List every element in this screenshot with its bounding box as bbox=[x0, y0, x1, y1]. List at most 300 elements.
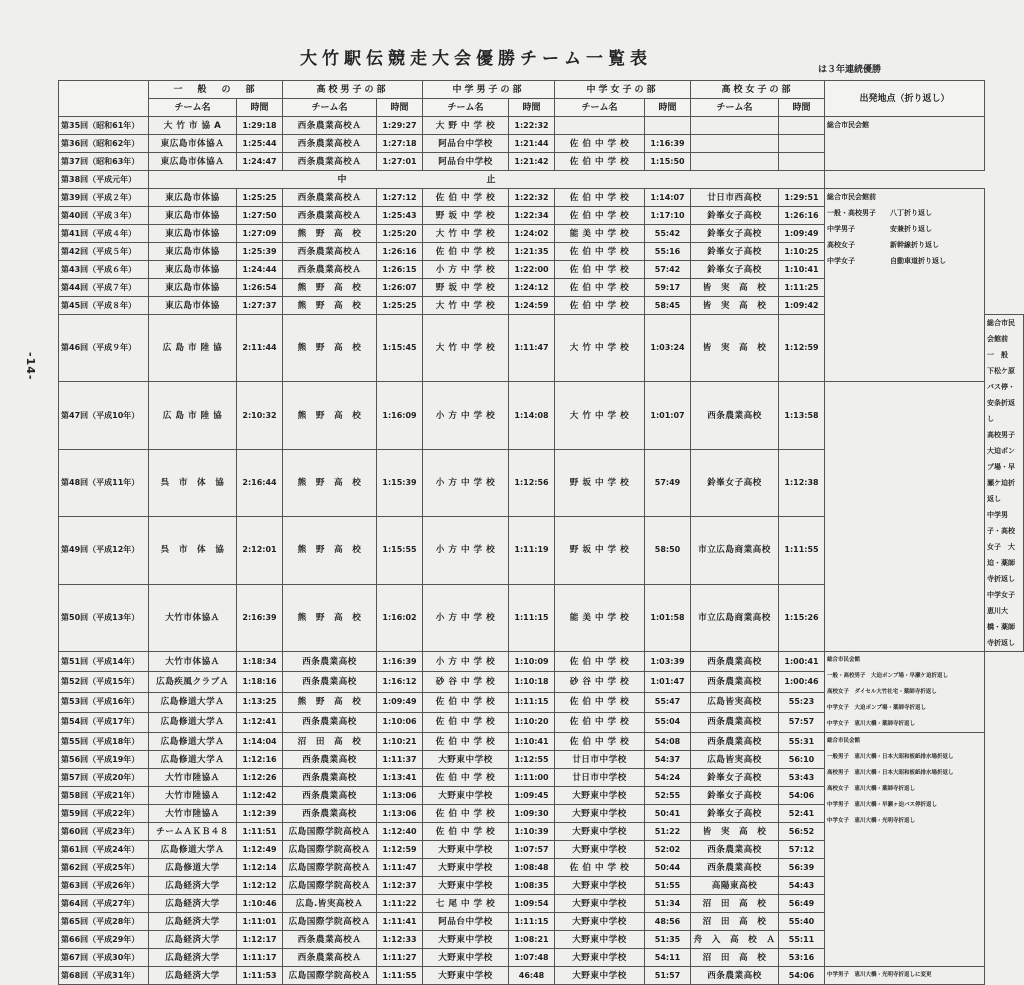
team-name-cell: 野 坂 中 学 校 bbox=[555, 517, 645, 584]
team-name-cell: 大野東中学校 bbox=[555, 841, 645, 859]
team-name-cell: 沼 田 高 校 bbox=[691, 895, 779, 913]
time-cell: 1:12:38 bbox=[779, 449, 825, 516]
suspended-cell bbox=[149, 171, 825, 189]
team-name-cell: 佐 伯 中 学 校 bbox=[555, 135, 645, 153]
time-cell: 1:26:16 bbox=[377, 243, 423, 261]
time-cell: 1:24:47 bbox=[237, 153, 283, 171]
team-name-cell: 鈴峯女子高校 bbox=[691, 449, 779, 516]
team-name-cell: 佐 伯 中 学 校 bbox=[555, 692, 645, 712]
time-cell: 1:22:32 bbox=[509, 189, 555, 207]
team-name-cell: 大野東中学校 bbox=[555, 805, 645, 823]
edition-cell: 第63回（平成26年） bbox=[59, 877, 149, 895]
team-name-cell: チームＡＫＢ４８ bbox=[149, 823, 237, 841]
team-name-cell: 西条農業高校Ａ bbox=[283, 931, 377, 949]
time-cell: 1:11:00 bbox=[509, 769, 555, 787]
team-name-cell: 大野東中学校 bbox=[555, 931, 645, 949]
team-name-cell: 佐 伯 中 学 校 bbox=[423, 189, 509, 207]
time-cell: 1:11:55 bbox=[779, 517, 825, 584]
table-row bbox=[59, 517, 1024, 584]
team-name-cell: 市立広島商業高校 bbox=[691, 584, 779, 651]
time-cell: 1:17:10 bbox=[645, 207, 691, 225]
team-name-cell: 大野東中学校 bbox=[555, 895, 645, 913]
team-name-cell: 佐 伯 中 学 校 bbox=[555, 261, 645, 279]
team-name-cell: 阿品台中学校 bbox=[423, 913, 509, 931]
team-name-cell bbox=[691, 135, 779, 153]
suspended-label: 中 bbox=[337, 174, 487, 185]
time-cell: 1:29:27 bbox=[377, 117, 423, 135]
header-start-point: 出発地点（折り返し） bbox=[825, 81, 985, 117]
team-name-cell: 大 竹 中 学 校 bbox=[555, 382, 645, 449]
team-name-cell: 西条農業高校 bbox=[691, 967, 779, 985]
start-point-note: 総合市民会館 一般・高校男子 大迫ポンプ場・早瀬ケ迫折返し 高校女子 ダイセル大竹社宅・薬師寺折返し 中学女子 大迫ポンプ場・薬師寺折返し 中学女子 恵川大橋・薬師寺折返し bbox=[825, 652, 985, 733]
edition-cell: 第43回（平成６年） bbox=[59, 261, 149, 279]
time-cell: 1:12:42 bbox=[237, 787, 283, 805]
team-name-cell: 佐 伯 中 学 校 bbox=[555, 652, 645, 672]
time-cell: 1:27:01 bbox=[377, 153, 423, 171]
team-name-cell: 砂 谷 中 学 校 bbox=[423, 672, 509, 692]
edition-cell: 第36回（昭和62年） bbox=[59, 135, 149, 153]
time-cell: 59:17 bbox=[645, 279, 691, 297]
team-name-cell: 佐 伯 中 学 校 bbox=[423, 823, 509, 841]
edition-cell: 第50回（平成13年） bbox=[59, 584, 149, 651]
time-cell: 54:43 bbox=[779, 877, 825, 895]
time-cell: 1:27:18 bbox=[377, 135, 423, 153]
time-cell: 1:03:24 bbox=[645, 315, 691, 382]
team-name-cell: 佐 伯 中 学 校 bbox=[423, 805, 509, 823]
time-cell: 1:09:45 bbox=[509, 787, 555, 805]
team-name-cell: 鈴峯女子高校 bbox=[691, 225, 779, 243]
team-name-cell: 広島国際学院高校Ａ bbox=[283, 823, 377, 841]
page-number: -14- bbox=[24, 352, 37, 381]
edition-cell: 第47回（平成10年） bbox=[59, 382, 149, 449]
team-name-cell: 東広島市体協 bbox=[149, 279, 237, 297]
time-cell: 1:18:16 bbox=[237, 672, 283, 692]
time-cell: 55:11 bbox=[779, 931, 825, 949]
time-cell: 50:41 bbox=[645, 805, 691, 823]
time-cell: 55:23 bbox=[779, 692, 825, 712]
start-point-note: 総合市民会館 一般男子 恵川大橋・日本大昭和板紙排水場折返し 高校男子 恵川大橋・日本大昭和板紙排水場折返し 高校女子 恵川大橋・薬師寺折返し 中学男子 恵川大橋・早瀬ヶ迫バス停折返し 中学女子 恵川大橋・光明寺折返し bbox=[825, 733, 985, 967]
table-row bbox=[59, 449, 1024, 516]
edition-cell: 第52回（平成15年） bbox=[59, 672, 149, 692]
time-cell: 1:12:26 bbox=[237, 769, 283, 787]
time-cell: 1:11:41 bbox=[377, 913, 423, 931]
header-team-name: チーム名 bbox=[555, 99, 645, 117]
team-name-cell: 小 方 中 学 校 bbox=[423, 261, 509, 279]
team-name-cell: 西条農業高校Ａ bbox=[283, 207, 377, 225]
time-cell: 1:12:59 bbox=[377, 841, 423, 859]
time-cell: 54:08 bbox=[645, 733, 691, 751]
time-cell: 1:16:12 bbox=[377, 672, 423, 692]
time-cell: 1:15:39 bbox=[377, 449, 423, 516]
time-cell: 1:12:40 bbox=[377, 823, 423, 841]
team-name-cell: 沼 田 高 校 bbox=[691, 913, 779, 931]
team-name-cell: 佐 伯 中 学 校 bbox=[423, 243, 509, 261]
team-name-cell: 広島経済大学 bbox=[149, 877, 237, 895]
edition-cell: 第64回（平成27年） bbox=[59, 895, 149, 913]
team-name-cell: 広島経済大学 bbox=[149, 913, 237, 931]
team-name-cell: 大野東中学校 bbox=[423, 967, 509, 985]
team-name-cell: 広島.皆実高校Ａ bbox=[283, 895, 377, 913]
time-cell: 1:21:44 bbox=[509, 135, 555, 153]
time-cell: 1:13:41 bbox=[377, 769, 423, 787]
time-cell: 1:24:02 bbox=[509, 225, 555, 243]
team-name-cell: 呉 市 体 協 bbox=[149, 517, 237, 584]
team-name-cell: 西条農業高校 bbox=[283, 712, 377, 732]
team-name-cell: 沼 田 高 校 bbox=[283, 733, 377, 751]
time-cell bbox=[779, 135, 825, 153]
edition-cell: 第54回（平成17年） bbox=[59, 712, 149, 732]
time-cell: 55:04 bbox=[645, 712, 691, 732]
team-name-cell: 東広島市体協 bbox=[149, 297, 237, 315]
header-time: 時間 bbox=[509, 99, 555, 117]
team-name-cell: 小 方 中 学 校 bbox=[423, 517, 509, 584]
team-name-cell: 沼 田 高 校 bbox=[691, 949, 779, 967]
team-name-cell: 佐 伯 中 学 校 bbox=[555, 297, 645, 315]
time-cell: 1:11:47 bbox=[509, 315, 555, 382]
time-cell: 51:22 bbox=[645, 823, 691, 841]
header-time: 時間 bbox=[779, 99, 825, 117]
edition-cell: 第66回（平成29年） bbox=[59, 931, 149, 949]
team-name-cell: 広島国際学院高校Ａ bbox=[283, 913, 377, 931]
time-cell: 1:12:49 bbox=[237, 841, 283, 859]
team-name-cell: 大 野 中 学 校 bbox=[423, 117, 509, 135]
time-cell: 58:45 bbox=[645, 297, 691, 315]
table-row bbox=[59, 117, 1024, 135]
edition-cell: 第38回（平成元年） bbox=[59, 171, 149, 189]
time-cell: 1:25:25 bbox=[237, 189, 283, 207]
team-name-cell: 小 方 中 学 校 bbox=[423, 584, 509, 651]
time-cell: 1:11:25 bbox=[779, 279, 825, 297]
team-name-cell: 東広島市体協 bbox=[149, 243, 237, 261]
team-name-cell: 大野東中学校 bbox=[423, 787, 509, 805]
team-name-cell: 東広島市体協Ａ bbox=[149, 153, 237, 171]
time-cell: 1:11:22 bbox=[377, 895, 423, 913]
time-cell: 54:06 bbox=[779, 787, 825, 805]
team-name-cell: 大野東中学校 bbox=[423, 877, 509, 895]
time-cell: 1:07:57 bbox=[509, 841, 555, 859]
time-cell: 54:24 bbox=[645, 769, 691, 787]
team-name-cell: 西条農業高校 bbox=[283, 769, 377, 787]
time-cell: 1:09:30 bbox=[509, 805, 555, 823]
team-name-cell: 熊 野 高 校 bbox=[283, 279, 377, 297]
team-name-cell: 広島皆実高校 bbox=[691, 751, 779, 769]
time-cell: 1:07:48 bbox=[509, 949, 555, 967]
team-name-cell: 大野東中学校 bbox=[555, 913, 645, 931]
table-row bbox=[59, 189, 1024, 207]
header-blank bbox=[59, 81, 149, 117]
time-cell: 1:21:35 bbox=[509, 243, 555, 261]
team-name-cell: 舟 入 高 校 Ａ bbox=[691, 931, 779, 949]
results-table bbox=[58, 80, 1024, 985]
team-name-cell: 大野東中学校 bbox=[555, 949, 645, 967]
time-cell: 1:08:48 bbox=[509, 859, 555, 877]
time-cell: 1:26:15 bbox=[377, 261, 423, 279]
team-name-cell: 西条農業高校 bbox=[283, 672, 377, 692]
team-name-cell: 広島疾風クラブＡ bbox=[149, 672, 237, 692]
team-name-cell bbox=[555, 117, 645, 135]
header-team-name: チーム名 bbox=[691, 99, 779, 117]
time-cell: 1:10:06 bbox=[377, 712, 423, 732]
time-cell: 51:35 bbox=[645, 931, 691, 949]
team-name-cell: 佐 伯 中 学 校 bbox=[555, 279, 645, 297]
team-name-cell: 西条農業高校 bbox=[283, 805, 377, 823]
team-name-cell: 西条農業高校Ａ bbox=[283, 189, 377, 207]
time-cell: 55:31 bbox=[779, 733, 825, 751]
time-cell: 53:16 bbox=[779, 949, 825, 967]
team-name-cell: 鈴峯女子高校 bbox=[691, 769, 779, 787]
table-row-suspended bbox=[59, 171, 1024, 189]
team-name-cell: 皆 実 高 校 bbox=[691, 279, 779, 297]
team-name-cell: 熊 野 高 校 bbox=[283, 517, 377, 584]
time-cell: 2:16:44 bbox=[237, 449, 283, 516]
team-name-cell: 市立広島商業高校 bbox=[691, 517, 779, 584]
team-name-cell: 大野東中学校 bbox=[555, 877, 645, 895]
team-name-cell: 鈴峯女子高校 bbox=[691, 787, 779, 805]
time-cell: 1:14:07 bbox=[645, 189, 691, 207]
time-cell: 1:24:44 bbox=[237, 261, 283, 279]
team-name-cell: 熊 野 高 校 bbox=[283, 225, 377, 243]
time-cell: 1:22:34 bbox=[509, 207, 555, 225]
edition-cell: 第59回（平成22年） bbox=[59, 805, 149, 823]
time-cell: 52:41 bbox=[779, 805, 825, 823]
time-cell: 1:12:55 bbox=[509, 751, 555, 769]
time-cell: 1:10:09 bbox=[509, 652, 555, 672]
time-cell: 1:10:41 bbox=[509, 733, 555, 751]
team-name-cell: 広島修道大学Ａ bbox=[149, 712, 237, 732]
suspended-label: 止 bbox=[486, 174, 636, 185]
header-time: 時間 bbox=[645, 99, 691, 117]
time-cell: 1:15:45 bbox=[377, 315, 423, 382]
team-name-cell bbox=[691, 153, 779, 171]
time-cell: 55:16 bbox=[645, 243, 691, 261]
team-name-cell: 大竹市陸協Ａ bbox=[149, 787, 237, 805]
time-cell: 55:42 bbox=[645, 225, 691, 243]
team-name-cell: 廿日市西高校 bbox=[691, 189, 779, 207]
time-cell: 1:16:09 bbox=[377, 382, 423, 449]
time-cell: 57:49 bbox=[645, 449, 691, 516]
time-cell: 1:12:59 bbox=[779, 315, 825, 382]
time-cell: 55:40 bbox=[779, 913, 825, 931]
edition-cell: 第35回（昭和61年） bbox=[59, 117, 149, 135]
table-row bbox=[59, 584, 1024, 651]
team-name-cell: 廿日市中学校 bbox=[555, 751, 645, 769]
time-cell: 1:26:07 bbox=[377, 279, 423, 297]
time-cell: 1:25:25 bbox=[377, 297, 423, 315]
edition-cell: 第45回（平成８年） bbox=[59, 297, 149, 315]
time-cell: 1:13:58 bbox=[779, 382, 825, 449]
edition-cell: 第40回（平成３年） bbox=[59, 207, 149, 225]
time-cell: 1:25:44 bbox=[237, 135, 283, 153]
time-cell: 51:57 bbox=[645, 967, 691, 985]
team-name-cell: 東広島市体協 bbox=[149, 261, 237, 279]
team-name-cell: 西条農業高校Ａ bbox=[283, 153, 377, 171]
team-name-cell: 広島修道大学Ａ bbox=[149, 733, 237, 751]
edition-cell: 第55回（平成18年） bbox=[59, 733, 149, 751]
time-cell: 1:11:17 bbox=[237, 949, 283, 967]
team-name-cell: 東広島市体協 bbox=[149, 225, 237, 243]
team-name-cell: 鈴峯女子高校 bbox=[691, 243, 779, 261]
edition-cell: 第51回（平成14年） bbox=[59, 652, 149, 672]
team-name-cell: 大野東中学校 bbox=[423, 751, 509, 769]
team-name-cell: 砂 谷 中 学 校 bbox=[555, 672, 645, 692]
team-name-cell: 大野東中学校 bbox=[555, 823, 645, 841]
time-cell: 1:10:46 bbox=[237, 895, 283, 913]
time-cell: 56:49 bbox=[779, 895, 825, 913]
time-cell: 1:09:49 bbox=[779, 225, 825, 243]
team-name-cell: 廿日市中学校 bbox=[555, 769, 645, 787]
header-division-hs-boys: 高校男子の部 bbox=[283, 81, 423, 99]
time-cell: 1:12:17 bbox=[237, 931, 283, 949]
team-name-cell: 佐 伯 中 学 校 bbox=[555, 733, 645, 751]
team-name-cell: 広 島 市 陸 協 bbox=[149, 315, 237, 382]
team-name-cell: 広島経済大学 bbox=[149, 895, 237, 913]
legend-note: は３年連続優勝 bbox=[818, 65, 882, 75]
time-cell: 1:13:06 bbox=[377, 787, 423, 805]
team-name-cell: 鈴峯女子高校 bbox=[691, 261, 779, 279]
team-name-cell: 西条農業高校 bbox=[691, 382, 779, 449]
time-cell: 1:26:16 bbox=[779, 207, 825, 225]
time-cell: 1:10:18 bbox=[509, 672, 555, 692]
team-name-cell: 熊 野 高 校 bbox=[283, 692, 377, 712]
team-name-cell: 広島皆実高校 bbox=[691, 692, 779, 712]
team-name-cell: 大 竹 市 協 A bbox=[149, 117, 237, 135]
time-cell: 48:56 bbox=[645, 913, 691, 931]
team-name-cell: 大 竹 中 学 校 bbox=[423, 315, 509, 382]
time-cell: 1:15:50 bbox=[645, 153, 691, 171]
time-cell: 1:09:49 bbox=[377, 692, 423, 712]
time-cell: 50:44 bbox=[645, 859, 691, 877]
team-name-cell: 東広島市体協 bbox=[149, 189, 237, 207]
time-cell: 1:25:20 bbox=[377, 225, 423, 243]
time-cell: 1:11:37 bbox=[377, 751, 423, 769]
team-name-cell: 佐 伯 中 学 校 bbox=[423, 692, 509, 712]
team-name-cell: 皆 実 高 校 bbox=[691, 297, 779, 315]
team-name-cell: 皆 実 高 校 bbox=[691, 315, 779, 382]
time-cell: 1:12:56 bbox=[509, 449, 555, 516]
team-name-cell: 西条農業高校 bbox=[691, 712, 779, 732]
time-cell: 1:10:21 bbox=[377, 733, 423, 751]
team-name-cell: 西条農業高校Ａ bbox=[283, 135, 377, 153]
team-name-cell: 西条農業高校 bbox=[691, 652, 779, 672]
team-name-cell: 大竹市体協Ａ bbox=[149, 584, 237, 651]
team-name-cell: 西条農業高校 bbox=[691, 733, 779, 751]
team-name-cell: 野 坂 中 学 校 bbox=[423, 207, 509, 225]
time-cell: 1:12:37 bbox=[377, 877, 423, 895]
time-cell: 1:13:25 bbox=[237, 692, 283, 712]
team-name-cell: 大竹市陸協Ａ bbox=[149, 769, 237, 787]
time-cell: 55:47 bbox=[645, 692, 691, 712]
team-name-cell: 西条農業高校 bbox=[691, 859, 779, 877]
team-name-cell: 西条農業高校 bbox=[283, 652, 377, 672]
time-cell: 1:22:32 bbox=[509, 117, 555, 135]
time-cell: 1:25:43 bbox=[377, 207, 423, 225]
time-cell: 57:12 bbox=[779, 841, 825, 859]
team-name-cell: 東広島市体協 bbox=[149, 207, 237, 225]
time-cell: 1:12:14 bbox=[237, 859, 283, 877]
time-cell: 1:12:16 bbox=[237, 751, 283, 769]
time-cell: 1:22:00 bbox=[509, 261, 555, 279]
time-cell: 1:10:39 bbox=[509, 823, 555, 841]
time-cell: 2:12:01 bbox=[237, 517, 283, 584]
team-name-cell: 佐 伯 中 学 校 bbox=[423, 733, 509, 751]
team-name-cell: 七 尾 中 学 校 bbox=[423, 895, 509, 913]
edition-cell: 第67回（平成30年） bbox=[59, 949, 149, 967]
team-name-cell: 熊 野 高 校 bbox=[283, 584, 377, 651]
time-cell: 2:16:39 bbox=[237, 584, 283, 651]
team-name-cell: 広島国際学院高校Ａ bbox=[283, 841, 377, 859]
team-name-cell: 大野東中学校 bbox=[423, 931, 509, 949]
time-cell: 1:00:41 bbox=[779, 652, 825, 672]
team-name-cell: 佐 伯 中 学 校 bbox=[423, 712, 509, 732]
header-team-name: チーム名 bbox=[283, 99, 377, 117]
edition-cell: 第60回（平成23年） bbox=[59, 823, 149, 841]
edition-cell: 第44回（平成７年） bbox=[59, 279, 149, 297]
time-cell: 1:01:47 bbox=[645, 672, 691, 692]
time-cell: 1:27:37 bbox=[237, 297, 283, 315]
team-name-cell: 熊 野 高 校 bbox=[283, 315, 377, 382]
edition-cell: 第62回（平成25年） bbox=[59, 859, 149, 877]
time-cell: 1:12:39 bbox=[237, 805, 283, 823]
time-cell: 1:11:53 bbox=[237, 967, 283, 985]
team-name-cell: 広島修道大学 bbox=[149, 859, 237, 877]
time-cell bbox=[779, 117, 825, 135]
time-cell: 1:12:12 bbox=[237, 877, 283, 895]
time-cell: 1:24:12 bbox=[509, 279, 555, 297]
team-name-cell: 小 方 中 学 校 bbox=[423, 652, 509, 672]
header-division-general: 一 般 の 部 bbox=[149, 81, 283, 99]
time-cell: 51:55 bbox=[645, 877, 691, 895]
time-cell: 57:57 bbox=[779, 712, 825, 732]
header-division-jhs-boys: 中学男子の部 bbox=[423, 81, 555, 99]
time-cell: 1:11:51 bbox=[237, 823, 283, 841]
time-cell: 1:11:19 bbox=[509, 517, 555, 584]
time-cell: 1:27:09 bbox=[237, 225, 283, 243]
edition-cell: 第41回（平成４年） bbox=[59, 225, 149, 243]
header-team-name: チーム名 bbox=[149, 99, 237, 117]
team-name-cell: 能 美 中 学 校 bbox=[555, 584, 645, 651]
team-name-cell: 佐 伯 中 学 校 bbox=[555, 859, 645, 877]
team-name-cell: 広島修道大学Ａ bbox=[149, 751, 237, 769]
edition-cell: 第49回（平成12年） bbox=[59, 517, 149, 584]
time-cell: 1:29:51 bbox=[779, 189, 825, 207]
team-name-cell: 広島経済大学 bbox=[149, 931, 237, 949]
time-cell: 1:10:20 bbox=[509, 712, 555, 732]
team-name-cell: 西条農業高校Ａ bbox=[283, 117, 377, 135]
header-division-hs-girls: 高校女子の部 bbox=[691, 81, 825, 99]
team-name-cell: 大野東中学校 bbox=[423, 841, 509, 859]
team-name-cell: 佐 伯 中 学 校 bbox=[423, 769, 509, 787]
team-name-cell: 大 竹 中 学 校 bbox=[555, 315, 645, 382]
team-name-cell: 西条農業高校Ａ bbox=[283, 949, 377, 967]
time-cell: 1:15:55 bbox=[377, 517, 423, 584]
time-cell: 53:43 bbox=[779, 769, 825, 787]
team-name-cell: 佐 伯 中 学 校 bbox=[555, 243, 645, 261]
time-cell: 1:01:58 bbox=[645, 584, 691, 651]
time-cell bbox=[645, 117, 691, 135]
time-cell: 1:14:04 bbox=[237, 733, 283, 751]
time-cell: 1:16:39 bbox=[377, 652, 423, 672]
table-body bbox=[59, 117, 1024, 985]
time-cell: 1:27:12 bbox=[377, 189, 423, 207]
team-name-cell: 大野東中学校 bbox=[555, 787, 645, 805]
edition-cell: 第37回（昭和63年） bbox=[59, 153, 149, 171]
header-time: 時間 bbox=[237, 99, 283, 117]
edition-cell: 第39回（平成２年） bbox=[59, 189, 149, 207]
time-cell: 1:24:59 bbox=[509, 297, 555, 315]
edition-cell: 第48回（平成11年） bbox=[59, 449, 149, 516]
time-cell: 51:34 bbox=[645, 895, 691, 913]
edition-cell: 第56回（平成19年） bbox=[59, 751, 149, 769]
